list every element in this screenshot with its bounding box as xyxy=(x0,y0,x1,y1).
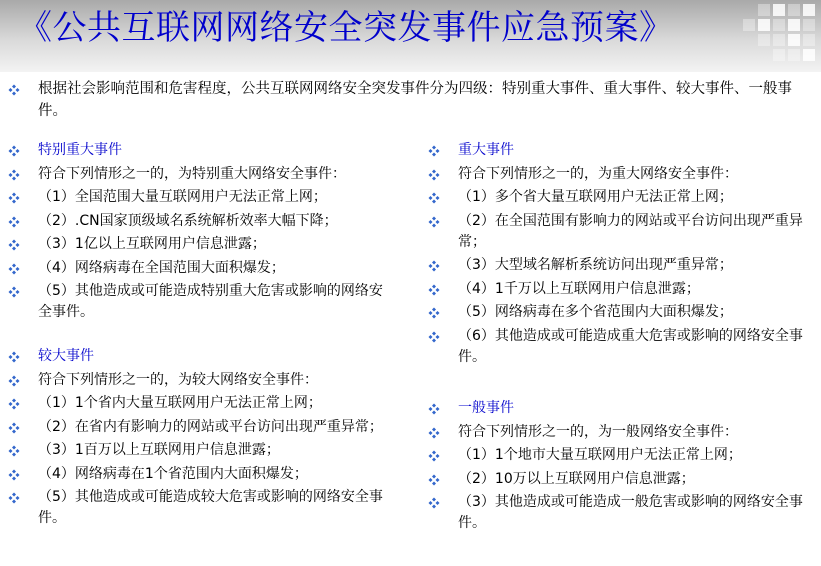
item-text: （5）其他造成或可能造成特别重大危害或影响的网络安全事件。 xyxy=(38,283,383,320)
item-text: （3）大型域名解析系统访问出现严重异常； xyxy=(458,257,733,273)
diamond-bullet-icon xyxy=(428,192,440,204)
heading-text: 重大事件 xyxy=(458,142,514,158)
list-item xyxy=(8,417,388,438)
lead-text: 符合下列情形之一的，为特别重大网络安全事件： xyxy=(38,165,346,182)
list-item xyxy=(428,187,808,208)
diamond-bullet-icon xyxy=(8,375,20,387)
diamond-bullet-icon xyxy=(8,192,20,204)
diamond-bullet-icon xyxy=(8,422,20,434)
list-item xyxy=(428,279,808,300)
intro-text: 根据社会影响范围和危害程度，公共互联网网络安全突发事件分为四级：特别重大事件、重大事件、较大事件、一般事件。 xyxy=(38,81,792,119)
item-text: （4）1千万以上互联网用户信息泄露； xyxy=(458,280,700,297)
section-relatively-major xyxy=(8,346,388,532)
diamond-bullet-icon xyxy=(428,145,440,157)
diamond-bullet-icon xyxy=(8,145,20,157)
item-text: （1）全国范围大量互联网用户无法正常上网； xyxy=(38,189,327,205)
item-text: （3）1亿以上互联网用户信息泄露； xyxy=(38,236,266,252)
slide-title: 《公共互联网网络安全突发事件应急预案》 xyxy=(18,8,674,48)
list-item xyxy=(8,234,388,255)
item-text: （1）1个省内大量互联网用户无法正常上网； xyxy=(38,395,322,411)
section-heading xyxy=(428,398,808,419)
diamond-bullet-icon xyxy=(8,286,20,298)
list-item xyxy=(8,211,388,232)
diamond-bullet-icon xyxy=(8,216,20,228)
list-item xyxy=(428,211,808,253)
section-major xyxy=(428,140,808,370)
section-heading xyxy=(8,346,388,367)
item-text: （1）多个省大量互联网用户无法正常上网； xyxy=(458,189,733,205)
list-item xyxy=(8,281,388,323)
intro-paragraph xyxy=(8,78,808,122)
section-lead xyxy=(428,164,808,185)
diamond-bullet-icon xyxy=(8,469,20,481)
section-heading xyxy=(428,140,808,161)
item-text: （3）1百万以上互联网用户信息泄露； xyxy=(38,442,280,458)
diamond-bullet-icon xyxy=(8,445,20,457)
heading-text: 特别重大事件 xyxy=(38,142,122,158)
diamond-bullet-icon xyxy=(428,331,440,343)
diamond-bullet-icon xyxy=(428,403,440,415)
list-item xyxy=(8,464,388,485)
section-especially-major xyxy=(8,140,388,326)
list-item xyxy=(428,492,808,534)
diamond-bullet-icon xyxy=(428,427,440,439)
diamond-bullet-icon xyxy=(428,169,440,181)
lead-text: 符合下列情形之一的，为重大网络安全事件： xyxy=(458,165,738,182)
item-text: （5）网络病毒在多个省范围内大面积爆发； xyxy=(458,304,733,320)
heading-text: 一般事件 xyxy=(458,400,514,416)
diamond-bullet-icon xyxy=(8,169,20,181)
item-text: （2）.CN国家顶级域名系统解析效率大幅下降； xyxy=(38,212,338,229)
diamond-bullet-icon xyxy=(428,307,440,319)
lead-text: 符合下列情形之一的，为一般网络安全事件： xyxy=(458,423,738,440)
section-lead xyxy=(8,370,388,391)
diamond-bullet-icon xyxy=(428,216,440,228)
diamond-bullet-icon xyxy=(8,398,20,410)
lead-text: 符合下列情形之一的，为较大网络安全事件： xyxy=(38,371,318,388)
list-item xyxy=(428,326,808,368)
list-item xyxy=(8,187,388,208)
decorative-grid xyxy=(743,4,815,61)
item-text: （2）在全国范围有影响力的网站或平台访问出现严重异常； xyxy=(458,212,803,250)
diamond-bullet-icon xyxy=(428,284,440,296)
diamond-bullet-icon xyxy=(428,497,440,509)
item-text: （1）1个地市大量互联网用户无法正常上网； xyxy=(458,447,742,463)
heading-text: 较大事件 xyxy=(38,348,94,364)
list-item xyxy=(8,393,388,414)
list-item xyxy=(8,258,388,279)
list-item xyxy=(8,487,388,529)
section-heading xyxy=(8,140,388,161)
item-text: （3）其他造成或可能造成一般危害或影响的网络安全事件。 xyxy=(458,494,803,531)
item-text: （5）其他造成或可能造成较大危害或影响的网络安全事件。 xyxy=(38,489,383,526)
item-text: （6）其他造成或可能造成重大危害或影响的网络安全事件。 xyxy=(458,327,803,365)
diamond-bullet-icon xyxy=(8,239,20,251)
item-text: （4）网络病毒在1个省范围内大面积爆发； xyxy=(38,465,308,482)
diamond-bullet-icon xyxy=(8,84,20,96)
diamond-bullet-icon xyxy=(428,260,440,272)
section-lead xyxy=(8,164,388,185)
list-item xyxy=(428,255,808,276)
list-item xyxy=(428,469,808,490)
diamond-bullet-icon xyxy=(8,492,20,504)
item-text: （2）在省内有影响力的网站或平台访问出现严重异常； xyxy=(38,418,383,435)
slide-header xyxy=(0,0,821,72)
section-lead xyxy=(428,422,808,443)
item-text: （2）10万以上互联网用户信息泄露； xyxy=(458,470,695,487)
item-text: （4）网络病毒在全国范围大面积爆发； xyxy=(38,259,285,276)
list-item xyxy=(8,440,388,461)
diamond-bullet-icon xyxy=(8,351,20,363)
diamond-bullet-icon xyxy=(428,450,440,462)
diamond-bullet-icon xyxy=(8,263,20,275)
list-item xyxy=(428,302,808,323)
section-general xyxy=(428,398,808,537)
diamond-bullet-icon xyxy=(428,474,440,486)
list-item xyxy=(428,445,808,466)
